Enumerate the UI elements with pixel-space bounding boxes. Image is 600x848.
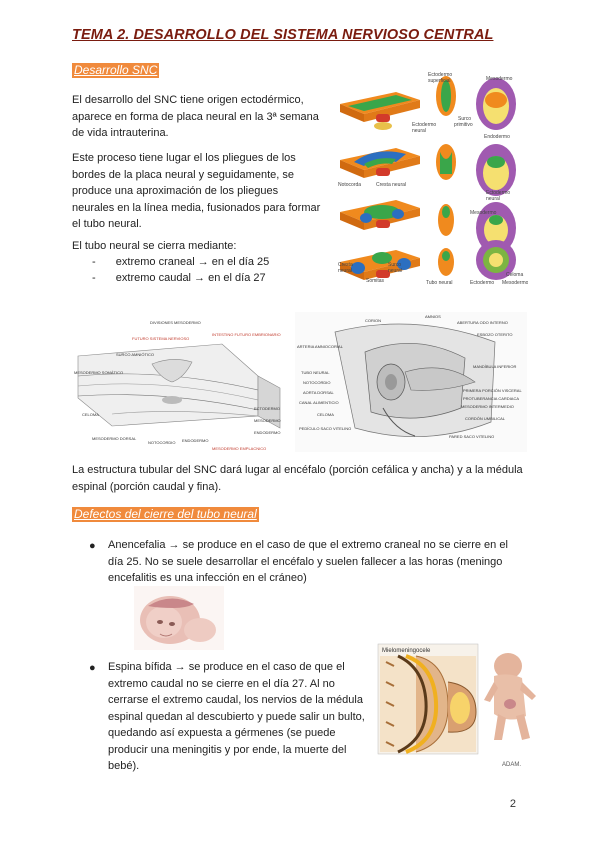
text-line: Este proceso tiene lugar el los pliegues de los	[72, 152, 296, 164]
neural-tube-formation-figure	[336, 70, 528, 286]
section-heading-desarrollo: Desarrollo SNC	[74, 63, 158, 77]
figure-label: primitivo	[454, 122, 473, 128]
paragraph-structure	[72, 462, 542, 495]
text-line: La estructura tubular del SNC dará lugar al encéfalo (porción cefálica y ancha) y a la médula	[72, 464, 523, 476]
text-line: de vida intrauterina.	[72, 127, 169, 139]
paragraph-origin	[72, 92, 332, 142]
page-title: TEMA 2. DESARROLLO DEL SISTEMA NERVIOSO CENTRAL	[72, 27, 494, 43]
paragraph-process	[72, 150, 332, 233]
figure-label: neural	[412, 128, 426, 134]
figure-label: PRIMERA PORCIÓN VISCERAL	[463, 388, 522, 393]
figure-label: Cresta	[338, 262, 353, 268]
figure-label: Surco	[388, 262, 402, 268]
figure-label: NOTOCORDIO	[148, 440, 176, 445]
embryonic-disc-figure	[72, 316, 286, 454]
embryo-neural-tube-figure	[295, 312, 527, 452]
figure-label: SURCO AMNIÓTICO	[116, 352, 155, 357]
figure-label: Surco	[458, 116, 472, 122]
text-line: el tubo neural.	[72, 218, 142, 230]
text-line: quedando así expuesta a gérmenes (se puede	[108, 727, 336, 739]
figure-label: TUBO NEURAL	[301, 370, 330, 375]
text-line: Anencefalia → se produce en el caso de que el extremo craneal no se cierre en el	[108, 539, 508, 551]
figure-label: CORION	[365, 318, 381, 323]
text-line: Espina bífida → se produce en el caso de que el	[108, 661, 345, 673]
list-item-text: extremo caudal → en el día 27	[115, 272, 266, 284]
figure-label: Mesodermo	[486, 76, 513, 82]
figure-label: Tubo neural	[426, 280, 453, 286]
bullet-marker: ●	[89, 540, 96, 552]
bullet-espina-bifida	[108, 659, 368, 775]
figure-label: CANAL ALIMENTICIO	[299, 400, 339, 405]
text-line: espinal (porción caudal y fina).	[72, 480, 222, 493]
figure-label: ENDODERMO	[182, 438, 209, 443]
figure-label: MESODERMO DORSAL	[92, 436, 137, 441]
figure-label: superficial	[428, 78, 451, 84]
text-line: El desarrollo del SNC tiene origen ectodérmico,	[72, 94, 304, 106]
figure-label: Mielomeningocele	[382, 648, 431, 654]
figure-label: Notocorda	[338, 182, 362, 188]
figure-label: Cresta neural	[376, 182, 407, 188]
text-line: cerrarse el extremo caudal, los nervios de la médula	[108, 694, 363, 706]
list-dash: -	[92, 272, 96, 284]
figure-label: AMNIOS	[425, 314, 441, 319]
figure-label: Ectodermo	[486, 190, 511, 196]
figure-label: neural	[486, 196, 500, 202]
figure-label: Celoma	[506, 272, 524, 278]
text-line: bebé).	[108, 760, 140, 772]
figure-label: Mesodermo	[502, 280, 528, 286]
figure-label: ABERTURA ODO INTERNO	[457, 320, 508, 325]
list-item	[92, 270, 266, 287]
figure-label: neural	[388, 268, 402, 274]
text-line: día 25. No se suele desarrollar el encéfalo y suelen fallecer a las horas (meningo	[108, 555, 503, 568]
bullet-anencefalia	[108, 537, 548, 587]
figure-label: PROTUBERANCIA CARDIACA	[463, 396, 520, 401]
page-number: 2	[509, 798, 516, 810]
figure-label: Ectodermo	[428, 72, 453, 78]
figure-label: Somitas	[366, 278, 385, 284]
list-item-text: extremo craneal → en el día 25	[115, 256, 270, 268]
figure-label: PEDÍCULO SACO VITELINO	[299, 426, 352, 431]
figure-label: AORTA DORSAL	[303, 390, 334, 395]
figure-label: INTESTINO FUTURO EMBRIONARIO	[212, 332, 281, 337]
paragraph-closure: El tubo neural se cierra mediante:	[72, 240, 237, 252]
text-line: producir una meningitis y por ende, la muerte del	[108, 743, 347, 756]
bullet-marker: ●	[89, 662, 96, 674]
figure-label: CELOMA	[82, 412, 99, 417]
figure-label: NOTOCORDIO	[303, 380, 331, 385]
text-line: produce una aproximación de los pliegues	[72, 185, 279, 197]
figure-label: ECTODERMO	[254, 406, 280, 411]
text-line: bordes de la placa neural y seguidamente, se	[72, 168, 294, 181]
myelomeningocele-figure	[376, 642, 544, 770]
text-line: espinal quedan al descubierto y puede salir un bulto,	[108, 710, 365, 723]
figure-label: CORDÓN UMBILICAL	[465, 416, 506, 421]
adam-logo: ADAM.	[502, 762, 522, 768]
figure-label: MESODERMO INTERMEDIO	[461, 404, 514, 409]
figure-label: PARED SACO VITELINO	[449, 434, 495, 439]
text-line: extremo caudal no se cierre en el día 27. Al no	[108, 677, 335, 690]
figure-label: ENDODERMO	[254, 430, 281, 435]
figure-label: Endodermo	[484, 134, 510, 140]
section-heading-defectos: Defectos del cierre del tubo neural	[74, 507, 257, 521]
figure-label: FUTURO SISTEMA NERVIOSO	[132, 336, 190, 341]
figure-label: CELOMA	[317, 412, 334, 417]
figure-label: Ectodermo	[470, 280, 495, 286]
figure-label: MANDÍBULA INFERIOR	[473, 364, 517, 369]
figure-label: DIVISIONES MESODERMO	[150, 320, 201, 325]
figure-label: MESODERMO EMPLACNICO	[212, 446, 267, 451]
list-dash: -	[92, 256, 96, 268]
figure-label: Mesodermo	[470, 210, 497, 216]
figure-label: ESBOZO OTERITO	[477, 332, 513, 337]
figure-label: ARTERIA AMNIOCORIAL	[297, 344, 343, 349]
text-line: encefalitis es una infección en el cráneo)	[108, 572, 307, 584]
text-line: aparece en forma de placa neural en la 3ª semana	[72, 110, 319, 123]
figure-label: MESODERMO SOMÁTICO	[74, 370, 124, 375]
text-line: neurales en la línea media, fusionados para formar	[72, 201, 321, 214]
figure-label: neural	[338, 268, 352, 274]
list-item	[92, 254, 269, 271]
figure-label: MESODERMO	[254, 418, 281, 423]
figure-label: Ectodermo	[412, 122, 437, 128]
anencephaly-infant-image	[134, 586, 224, 650]
